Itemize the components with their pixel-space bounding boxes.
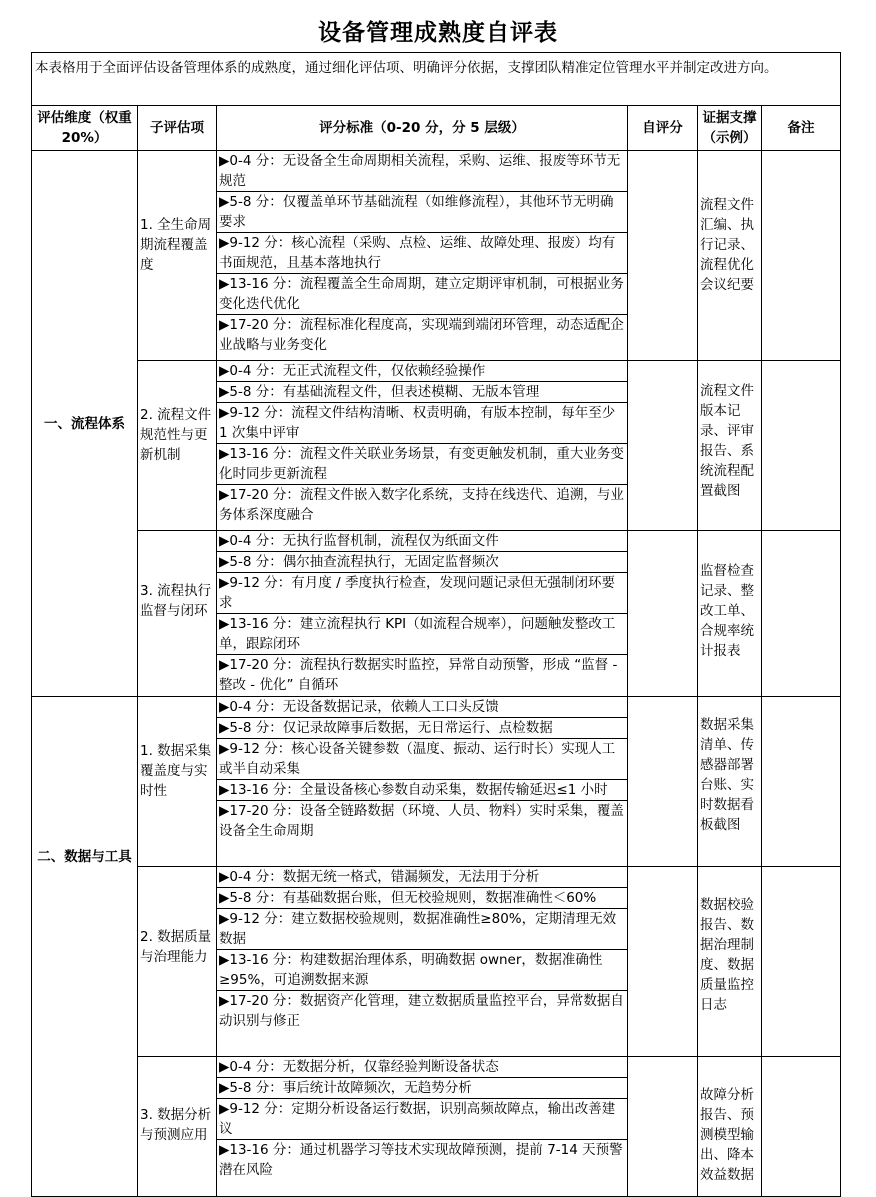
note-cell[interactable]	[762, 1057, 841, 1197]
self-score-cell[interactable]	[628, 1057, 698, 1197]
criteria-cell	[217, 151, 628, 361]
sub-item-cell: 2. 流程文件规范性与更新机制	[138, 361, 217, 531]
criteria-level: ▶0-4 分：无数据分析，仅靠经验判断设备状态	[217, 1057, 627, 1078]
table-row	[32, 1057, 841, 1197]
criteria-level: ▶9-12 分：核心设备关键参数（温度、振动、运行时长）实现人工或半自动采集	[217, 739, 627, 780]
criteria-level: ▶13-16 分：构建数据治理体系，明确数据 owner，数据准确性≥95%，可追溯数据来源	[217, 950, 627, 991]
criteria-level: ▶5-8 分：偶尔抽查流程执行，无固定监督频次	[217, 552, 627, 573]
criteria-level: ▶9-12 分：流程文件结构清晰、权责明确，有版本控制，每年至少 1 次集中评审	[217, 403, 627, 444]
table-row	[32, 867, 841, 1057]
evidence-cell: 流程文件版本记录、评审报告、系统流程配置截图	[698, 361, 762, 531]
self-score-cell[interactable]	[628, 531, 698, 697]
criteria-level: ▶9-12 分：有月度 / 季度执行检查，发现问题记录但无强制闭环要求	[217, 573, 627, 614]
header-criteria: 评分标准（0-20 分，分 5 层级）	[217, 106, 628, 151]
evidence-cell: 流程文件汇编、执行记录、流程优化会议纪要	[698, 151, 762, 361]
criteria-level: ▶0-4 分：数据无统一格式，错漏频发，无法用于分析	[217, 867, 627, 888]
page-title: 设备管理成熟度自评表	[318, 20, 558, 46]
criteria-level: ▶9-12 分：定期分析设备运行数据，识别高频故障点，输出改善建议	[217, 1099, 627, 1140]
criteria-level: ▶17-20 分：流程文件嵌入数字化系统，支持在线迭代、追溯，与业务体系深度融合	[219, 487, 624, 523]
criteria-level: ▶13-16 分：全量设备核心参数自动采集，数据传输延迟≤1 小时	[217, 780, 627, 801]
criteria-level: ▶13-16 分：通过机器学习等技术实现故障预测，提前 7-14 天预警潜在风险	[219, 1142, 623, 1178]
criteria-level: ▶5-8 分：有基础数据台账，但无校验规则，数据准确性＜60%	[217, 888, 627, 909]
criteria-level: ▶5-8 分：有基础流程文件，但表述模糊、无版本管理	[217, 382, 627, 403]
criteria-cell	[217, 361, 628, 531]
criteria-level: ▶0-4 分：无设备全生命周期相关流程，采购、运维、报废等环节无规范	[217, 151, 627, 192]
criteria-level: ▶0-4 分：无执行监督机制，流程仅为纸面文件	[217, 531, 627, 552]
evidence-cell: 数据校验报告、数据治理制度、数据质量监控日志	[698, 867, 762, 1057]
sub-item-cell: 3. 数据分析与预测应用	[138, 1057, 217, 1197]
dimension-cell: 二、数据与工具	[32, 697, 138, 1197]
table-row	[32, 361, 841, 531]
note-cell[interactable]	[762, 151, 841, 361]
header-dimension: 评估维度（权重 20%）	[32, 106, 138, 151]
header-row	[32, 106, 841, 151]
intro-row	[32, 53, 841, 106]
sub-item-cell: 2. 数据质量与治理能力	[138, 867, 217, 1057]
criteria-level: ▶17-20 分：流程执行数据实时监控，异常自动预警，形成 “监督 - 整改 - 优化” 自循环	[219, 657, 618, 693]
criteria-level: ▶17-20 分：设备全链路数据（环境、人员、物料）实时采集，覆盖设备全生命周期	[219, 803, 624, 839]
self-score-cell[interactable]	[628, 697, 698, 867]
criteria-level: ▶0-4 分：无正式流程文件，仅依赖经验操作	[217, 361, 627, 382]
intro-text: 本表格用于全面评估设备管理体系的成熟度，通过细化评估项、明确评分依据，支撑团队精准定位管理水平并制定改进方向。	[32, 53, 841, 106]
note-cell[interactable]	[762, 361, 841, 531]
criteria-level: ▶13-16 分：建立流程执行 KPI（如流程合规率），问题触发整改工单，跟踪闭环	[217, 614, 627, 655]
table-row	[32, 531, 841, 697]
note-cell[interactable]	[762, 697, 841, 867]
self-score-cell[interactable]	[628, 361, 698, 531]
dimension-cell: 一、流程体系	[32, 151, 138, 697]
criteria-level: ▶5-8 分：仅覆盖单环节基础流程（如维修流程），其他环节无明确要求	[217, 192, 627, 233]
note-cell[interactable]	[762, 867, 841, 1057]
maturity-table	[31, 52, 841, 1197]
criteria-cell	[217, 531, 628, 697]
note-cell[interactable]	[762, 531, 841, 697]
header-evidence: 证据支撑（示例）	[698, 106, 762, 151]
table-row	[32, 697, 841, 867]
criteria-level: ▶9-12 分：建立数据校验规则，数据准确性≥80%，定期清理无效数据	[217, 909, 627, 950]
criteria-level: ▶13-16 分：流程覆盖全生命周期，建立定期评审机制，可根据业务变化迭代优化	[217, 274, 627, 315]
criteria-level: ▶9-12 分：核心流程（采购、点检、运维、故障处理、报废）均有书面规范，且基本落地执行	[217, 233, 627, 274]
criteria-level: ▶5-8 分：仅记录故障事后数据，无日常运行、点检数据	[217, 718, 627, 739]
sub-item-cell: 1. 全生命周期流程覆盖度	[138, 151, 217, 361]
sub-item-cell: 1. 数据采集覆盖度与实时性	[138, 697, 217, 867]
evidence-cell: 监督检查记录、整改工单、合规率统计报表	[698, 531, 762, 697]
header-self-score: 自评分	[628, 106, 698, 151]
table-row	[32, 151, 841, 361]
self-score-cell[interactable]	[628, 151, 698, 361]
self-score-cell[interactable]	[628, 867, 698, 1057]
criteria-level: ▶17-20 分：流程标准化程度高，实现端到端闭环管理，动态适配企业战略与业务变化	[219, 317, 624, 353]
criteria-cell	[217, 697, 628, 867]
header-sub: 子评估项	[138, 106, 217, 151]
sub-item-cell: 3. 流程执行监督与闭环	[138, 531, 217, 697]
criteria-cell	[217, 867, 628, 1057]
criteria-level: ▶5-8 分：事后统计故障频次，无趋势分析	[217, 1078, 627, 1099]
evidence-cell: 故障分析报告、预测模型输出、降本效益数据	[698, 1057, 762, 1197]
header-note: 备注	[762, 106, 841, 151]
criteria-level: ▶0-4 分：无设备数据记录，依赖人工口头反馈	[217, 697, 627, 718]
evidence-cell: 数据采集清单、传感器部署台账、实时数据看板截图	[698, 697, 762, 867]
criteria-cell	[217, 1057, 628, 1197]
criteria-level: ▶17-20 分：数据资产化管理，建立数据质量监控平台，异常数据自动识别与修正	[219, 993, 624, 1029]
criteria-level: ▶13-16 分：流程文件关联业务场景，有变更触发机制，重大业务变化时同步更新流程	[217, 444, 627, 485]
